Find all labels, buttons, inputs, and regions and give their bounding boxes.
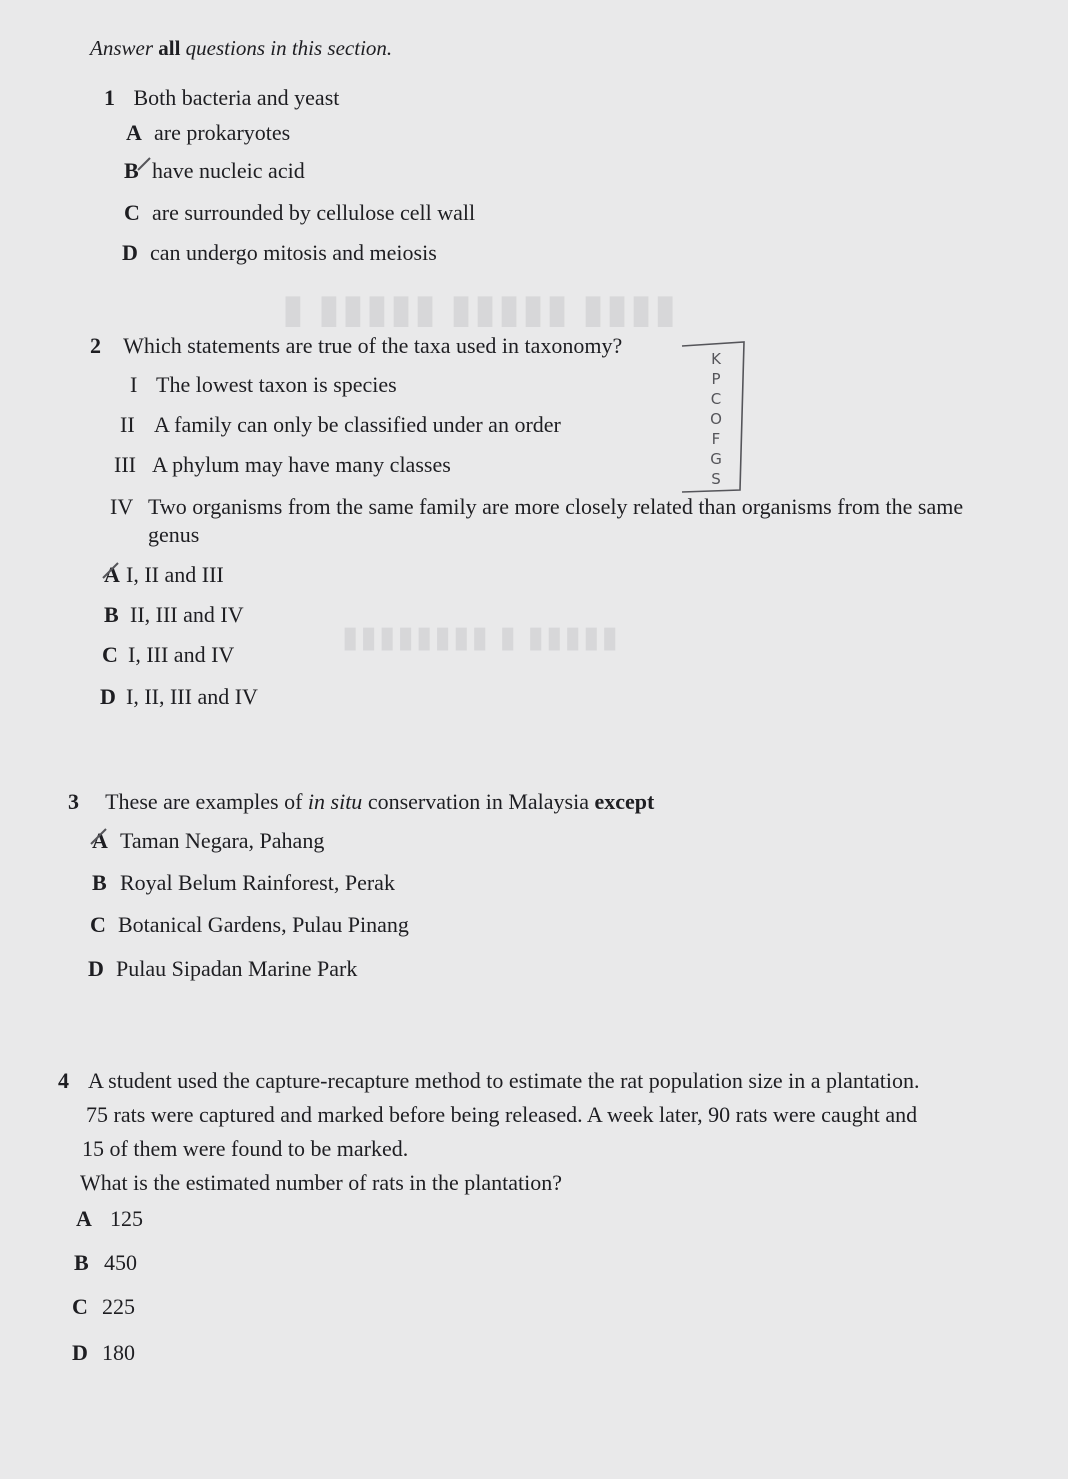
option-text: are surrounded by cellulose cell wall [152, 200, 476, 225]
stem-text: 75 rats were captured and marked before being released. A week later, 90 rats were caught and [86, 1102, 918, 1127]
q2-statement-i [130, 372, 397, 398]
option-text: II, III and IV [130, 602, 244, 627]
option-letter: B [92, 870, 107, 895]
question-number: 4 [58, 1068, 69, 1093]
statement-text: A family can only be classified under an order [154, 412, 561, 437]
pencil-tick-mark [136, 156, 156, 176]
note-letter: P [711, 370, 721, 388]
note-letter: O [710, 410, 722, 428]
q3-option-d[interactable] [88, 956, 357, 982]
option-text: Taman Negara, Pahang [120, 828, 325, 853]
option-letter: C [90, 912, 106, 937]
option-text: Botanical Gardens, Pulau Pinang [118, 912, 409, 937]
question-stem-line-4 [58, 1166, 919, 1200]
stem-text: A student used the capture-recapture method to estimate the rat population size in a plantation. [88, 1068, 920, 1093]
option-letter: B [104, 602, 119, 627]
question-stem-line-1 [58, 1064, 919, 1098]
q4-option-a[interactable] [76, 1206, 143, 1232]
bleed-through-decoration: ▮▮▮▮ ▮▮▮▮▮ ▮▮▮▮▮ ▮ [280, 286, 677, 331]
instruction-rest: questions in this section. [185, 36, 393, 60]
q2-statement-ii [120, 412, 561, 438]
note-letter: S [711, 470, 721, 488]
option-letter: D [122, 240, 138, 265]
option-text: can undergo mitosis and meiosis [150, 240, 437, 265]
statement-roman: IV [110, 494, 134, 519]
question-4 [58, 1064, 919, 1200]
q4-option-b[interactable] [74, 1250, 137, 1276]
option-letter: A [92, 828, 108, 853]
handwritten-taxonomy-note [680, 340, 750, 500]
pencil-tick-mark [88, 826, 110, 848]
option-letter: A [126, 120, 142, 145]
q2-statement-iv-continued [148, 522, 199, 548]
statement-roman: II [120, 412, 135, 437]
question-number: 2 [90, 333, 101, 358]
pencil-tick-mark [100, 560, 122, 582]
q2-option-c[interactable] [102, 642, 234, 668]
option-text: 180 [102, 1340, 135, 1365]
option-letter: B [124, 158, 139, 183]
q3-option-c[interactable] [90, 912, 409, 938]
bleed-through-decoration-2: ▮▮▮▮▮ ▮ ▮▮▮▮▮▮▮▮ [340, 621, 619, 654]
q3-option-b[interactable] [92, 870, 395, 896]
q1-option-c[interactable] [124, 200, 475, 226]
stem-text: 15 of them were found to be marked. [82, 1136, 409, 1161]
option-letter: C [102, 642, 118, 667]
option-text: 225 [102, 1294, 135, 1319]
option-letter: C [124, 200, 140, 225]
option-text: Royal Belum Rainforest, Perak [120, 870, 395, 895]
question-3 [68, 786, 654, 818]
question-stem: Both bacteria and yeast [133, 85, 340, 110]
option-letter: C [72, 1294, 88, 1319]
statement-text-continued: genus [148, 522, 200, 547]
question-stem-bold: except [594, 789, 655, 814]
note-letter: C [710, 390, 722, 408]
q3-option-a[interactable] [92, 828, 324, 854]
question-number: 1 [104, 85, 115, 110]
instruction-bold-word: all [158, 36, 181, 60]
option-letter: A [76, 1206, 92, 1231]
q2-option-b[interactable] [104, 602, 244, 628]
option-text: 125 [110, 1206, 143, 1231]
question-1 [104, 82, 339, 114]
statement-text: Two organisms from the same family are more closely related than organisms from the same [148, 494, 964, 519]
q4-option-c[interactable] [72, 1294, 135, 1320]
q4-option-d[interactable] [72, 1340, 135, 1366]
q1-option-d[interactable] [122, 240, 437, 266]
option-text: Pulau Sipadan Marine Park [116, 956, 358, 981]
note-letter: G [710, 450, 722, 468]
q2-statement-iv [110, 494, 963, 520]
option-letter: D [100, 684, 116, 709]
option-text: I, III and IV [128, 642, 235, 667]
question-stem: Which statements are true of the taxa used in taxonomy? [123, 333, 623, 358]
option-text: are prokaryotes [154, 120, 291, 145]
q1-option-a[interactable] [126, 120, 290, 146]
option-letter: A [104, 562, 120, 587]
question-2 [90, 330, 622, 362]
section-instruction [90, 36, 392, 61]
option-text: 450 [104, 1250, 137, 1275]
statement-roman: III [114, 452, 136, 477]
option-letter: B [74, 1250, 89, 1275]
option-letter: D [72, 1340, 88, 1365]
statement-text: The lowest taxon is species [156, 372, 397, 397]
question-stem-line-3 [58, 1132, 919, 1166]
option-text: I, II and III [126, 562, 224, 587]
note-letter: K [711, 350, 721, 368]
q2-statement-iii [114, 452, 451, 478]
instruction-word: Answer [90, 36, 153, 60]
option-text: have nucleic acid [152, 158, 305, 183]
q2-option-d[interactable] [100, 684, 258, 710]
statement-text: A phylum may have many classes [152, 452, 451, 477]
question-stem-italic: in situ [307, 789, 363, 814]
option-letter: D [88, 956, 104, 981]
statement-roman: I [130, 372, 138, 397]
question-stem-start: These are examples of [105, 789, 303, 814]
question-stem-middle: conservation in Malaysia [367, 789, 589, 814]
stem-text: What is the estimated number of rats in the plantation? [80, 1170, 563, 1195]
question-stem-line-2 [58, 1098, 919, 1132]
question-number: 3 [68, 789, 79, 814]
option-text: I, II, III and IV [126, 684, 258, 709]
note-letter: F [711, 430, 721, 448]
